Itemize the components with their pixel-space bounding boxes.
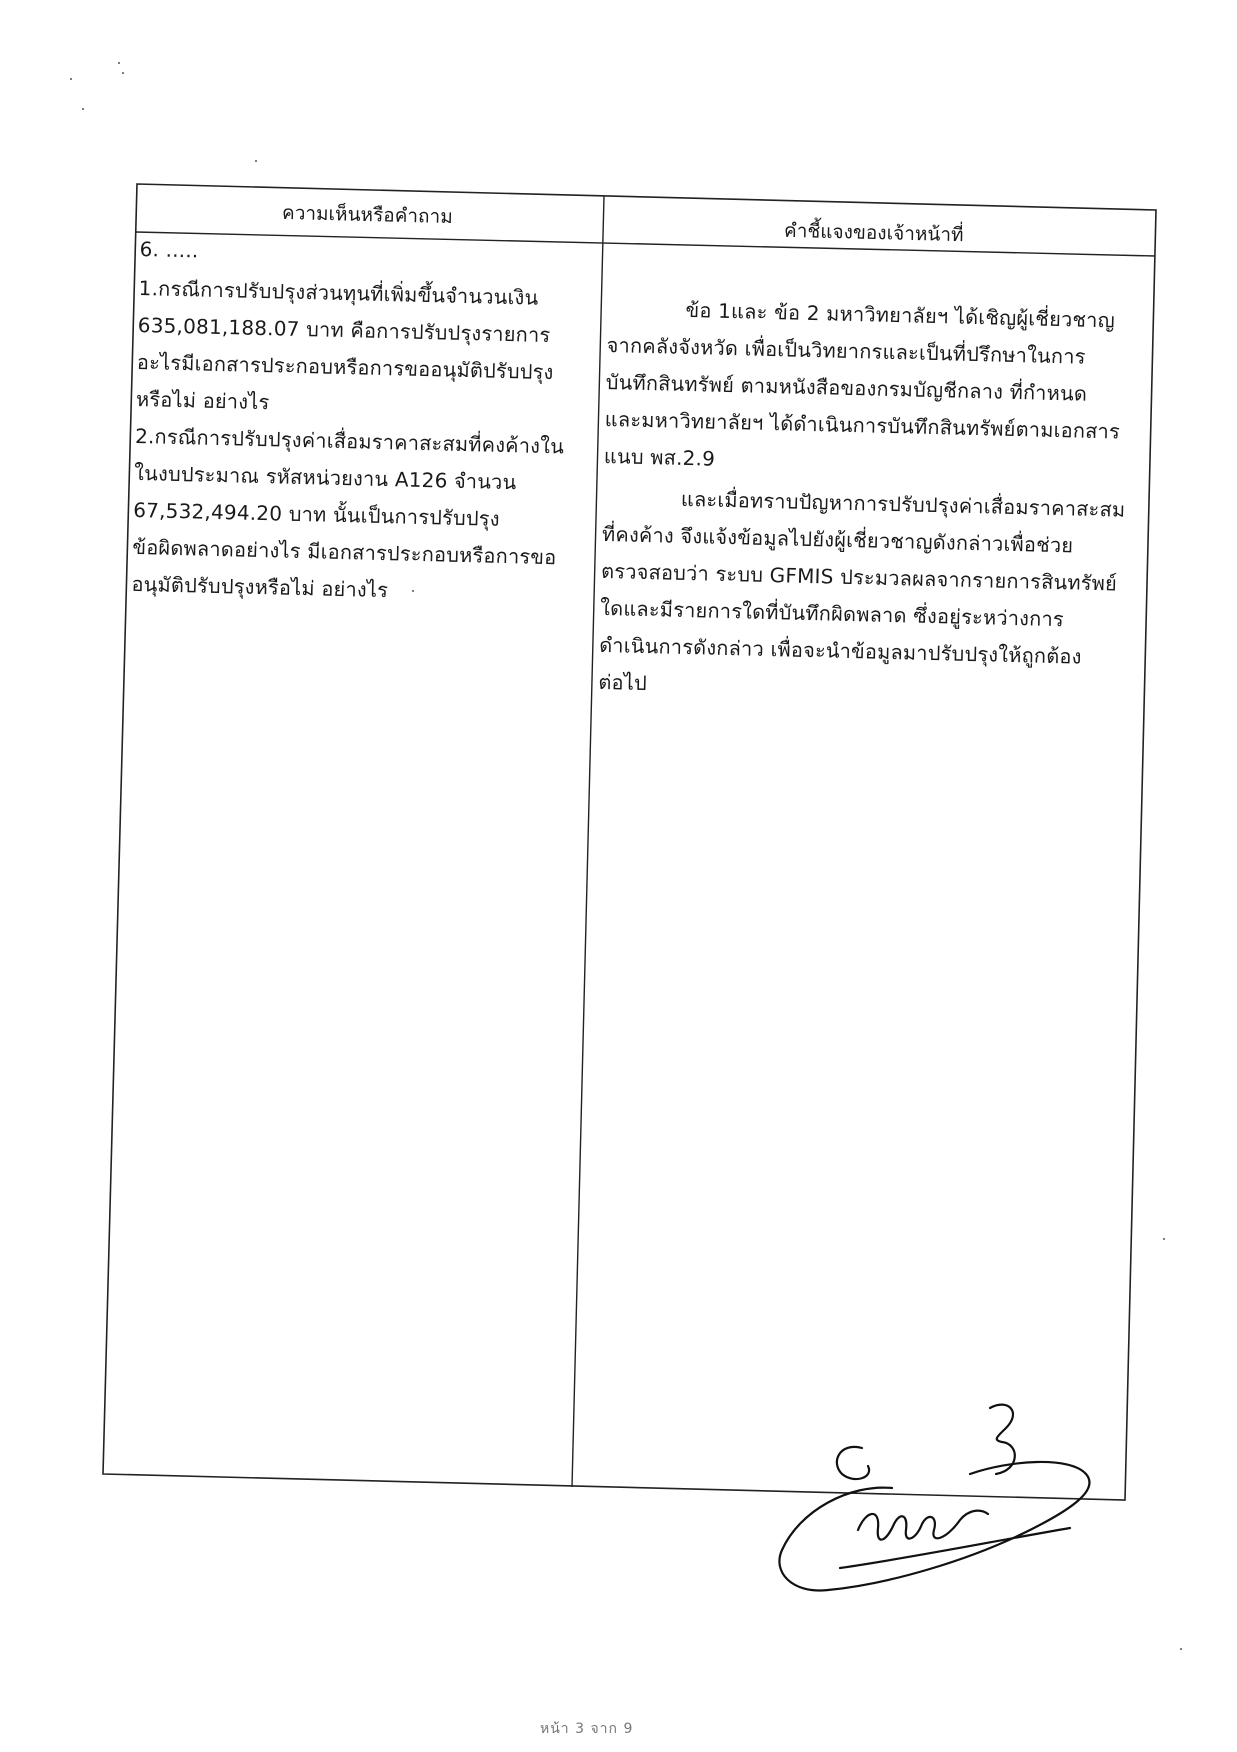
explanation-line: ต่อไป [598, 669, 648, 696]
explanation-line: และมหาวิทยาลัยฯ ได้ดำเนินการบันทึกสินทรัพย์ตามเอกสาร [604, 406, 1121, 444]
comment-line: ในงบประมาณ รหัสหน่วยงาน A126 จำนวน [133, 460, 517, 495]
comment-line: 635,081,188.07 บาท คือการปรับปรุงรายการ [137, 312, 551, 348]
explanation-cell [598, 290, 1128, 714]
explanation-line: บันทึกสินทรัพย์ ตามหนังสือของกรมบัญชีกลาง ที่กำหนด [605, 369, 1088, 406]
comment-line: 6. ..... [139, 236, 199, 263]
handwritten-signature [770, 1390, 1110, 1620]
explanation-line: ใดและมีรายการใดที่บันทึกผิดพลาด ซึ่งอยู่ระหว่างการ [599, 595, 1065, 632]
explanation-line: ข้อ 1และ ข้อ 2 มหาวิทยาลัยฯ ได้เชิญผู้เชี่ยวชาญ [685, 297, 1116, 333]
comment-line: อนุมัติปรับปรุงหรือไม่ อย่างไร [131, 571, 389, 603]
comment-line: ข้อผิดพลาดอย่างไร มีเอกสารประกอบหรือการขอ [132, 534, 557, 570]
column-header-comment: ความเห็นหรือคำถาม [281, 201, 454, 229]
explanation-line: ที่คงค้าง จึงแจ้งข้อมูลไปยังผู้เชี่ยวชาญดังกล่าวเพื่อช่วย [601, 521, 1074, 558]
comment-line: อะไรมีเอกสารประกอบหรือการขออนุมัติปรับปรุง [136, 349, 554, 385]
explanation-line: ตรวจสอบว่า ระบบ GFMIS ประมวลผลจากรายการสินทรัพย์ [600, 558, 1118, 596]
page-marker: หน้า 3 จาก 9 [540, 1721, 634, 1737]
explanation-line: แนบ พส.2.9 [603, 443, 716, 471]
explanation-line: และเมื่อทราบปัญหาการปรับปรุงค่าเสื่อมราคาสะสม [680, 486, 1126, 522]
explanation-line: จากคลังจังหวัด เพื่อเป็นวิทยากรและเป็นที่ปรึกษาในการ [606, 332, 1086, 369]
comment-cell [131, 236, 595, 614]
comment-line: 67,532,494.20 บาท นั้นเป็นการปรับปรุง [133, 497, 501, 531]
column-header-explanation: คำชี้แจงของเจ้าหน้าที่ [783, 219, 964, 247]
comment-line: 2.กรณีการปรับปรุงค่าเสื่อมราคาสะสมที่คงค้างใน [134, 423, 565, 459]
comment-line: หรือไม่ อย่างไร [135, 386, 270, 415]
comment-line: 1.กรณีการปรับปรุงส่วนทุนที่เพิ่มขึ้นจำนวนเงิน [138, 275, 539, 310]
explanation-line: ดำเนินการดังกล่าว เพื่อจะนำข้อมูลมาปรับปรุงให้ถูกต้อง [599, 632, 1082, 669]
